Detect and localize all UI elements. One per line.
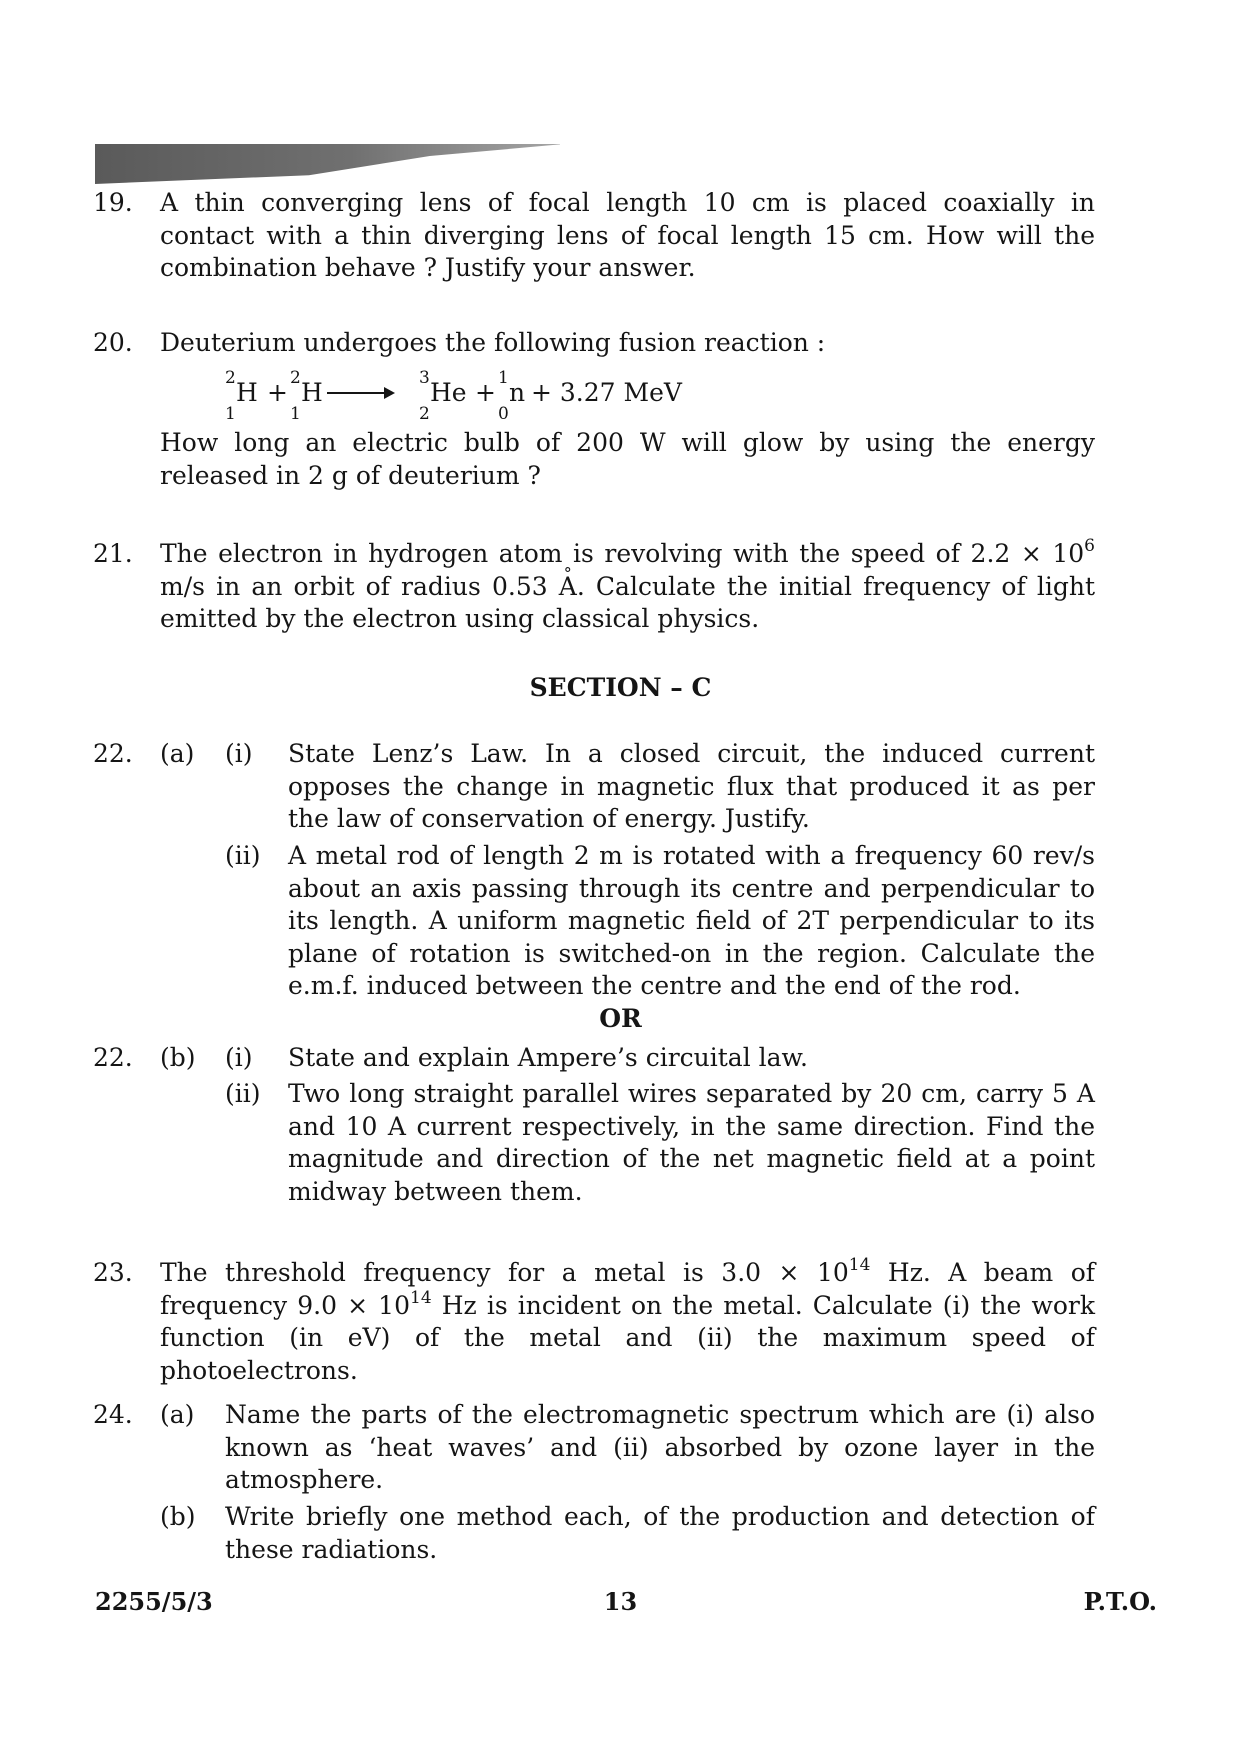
- page-number: 13: [603, 1587, 638, 1616]
- question-number: 19.: [93, 188, 133, 217]
- section-heading: SECTION – C: [529, 673, 712, 702]
- atomic-number: 2: [419, 404, 430, 424]
- energy-released: + 3.27 MeV: [531, 378, 682, 407]
- please-turn-over: P.T.O.: [1083, 1587, 1157, 1616]
- exponent: 6: [1084, 536, 1095, 556]
- exponent: 14: [410, 1287, 432, 1308]
- subpart-label: (ii): [225, 841, 261, 870]
- question-number: 20.: [93, 328, 133, 357]
- atomic-number: 0: [498, 404, 509, 424]
- part-text: Write briefly one method each, of the production and detection of these radiations.: [225, 1502, 1095, 1564]
- text-part: . Calculate the initial frequency of light emitted by the electron using classical physics.: [160, 571, 1095, 633]
- text-part: Hz is incident on the metal. Calculate (i) the work function (in eV) of the metal and (ii) the maximum speed of photoelectrons.: [160, 1290, 1095, 1385]
- mass-number: 2: [225, 368, 236, 388]
- element-symbol: n: [509, 378, 526, 407]
- plus-sign: +: [475, 378, 496, 407]
- or-separator: OR: [599, 1004, 642, 1033]
- question-intro: Deuterium undergoes the following fusion reaction :: [160, 328, 826, 357]
- mass-number: 2: [290, 368, 301, 388]
- header-decorative-bar: [95, 144, 560, 184]
- subpart-text: State Lenz’s Law. In a closed circuit, the induced current opposes the change in magnetic flux that produced it as per the law of conservation of energy. Justify.: [288, 739, 1095, 833]
- angstrom-unit: ° A: [559, 572, 577, 601]
- text-part: Hz. A beam of frequency 9.0 × 10: [160, 1258, 1095, 1320]
- atomic-number: 1: [290, 404, 301, 424]
- fusion-equation: [225, 370, 825, 430]
- question-text: [160, 1257, 1095, 1387]
- element-symbol: He: [430, 378, 467, 407]
- reaction-arrow-icon: [327, 392, 393, 394]
- text-part: The electron in hydrogen atom is revolving with the speed of 2.2 × 10: [160, 539, 1085, 568]
- question-text: How long an electric bulb of 200 W will glow by using the energy released in 2 g of deuterium ?: [160, 428, 1095, 490]
- question-number: 22.: [93, 739, 133, 768]
- mass-number: 3: [419, 368, 430, 388]
- part-label: (a): [160, 1400, 195, 1429]
- text-part: The threshold frequency for a metal is 3.0 × 10: [160, 1258, 849, 1287]
- text-part: m/s in an orbit of radius 0.53: [160, 571, 559, 601]
- element-symbol: H: [236, 378, 258, 407]
- atomic-number: 1: [225, 404, 236, 424]
- part-label: (b): [160, 1502, 196, 1531]
- part-label: (b): [160, 1043, 196, 1072]
- question-text: A thin converging lens of focal length 10 cm is placed coaxially in contact with a thin diverging lens of focal length 15 cm. How will the combination behave ? Justify your answer.: [160, 188, 1095, 282]
- paper-code: 2255/5/3: [95, 1587, 213, 1616]
- question-number: 21.: [93, 539, 133, 568]
- question-number: 24.: [93, 1400, 133, 1429]
- subpart-text: A metal rod of length 2 m is rotated with a frequency 60 rev/s about an axis passing through its centre and perpendicular to its length. A uniform magnetic field of 2T perpendicular to its plane of rotation is switched-on in the region. Calculate the e.m.f. induced between the centre and the end of the rod.: [288, 841, 1095, 1000]
- mass-number: 1: [498, 368, 509, 388]
- part-label: (a): [160, 739, 195, 768]
- question-number: 23.: [93, 1258, 133, 1287]
- exponent: 14: [848, 1255, 871, 1275]
- question-text: [160, 538, 1095, 636]
- element-symbol: H: [301, 378, 323, 407]
- part-text: Name the parts of the electromagnetic spectrum which are (i) also known as ‘heat waves’ and (ii) absorbed by ozone layer in the atmosphere.: [225, 1400, 1095, 1494]
- question-number: 22.: [93, 1043, 133, 1072]
- subpart-text: State and explain Ampere’s circuital law.: [288, 1043, 808, 1072]
- subpart-text: Two long straight parallel wires separated by 20 cm, carry 5 A and 10 A current respectively, in the same direction. Find the magnitude and direction of the net magnetic field at a point midway between them.: [288, 1079, 1095, 1206]
- subpart-label: (i): [225, 739, 253, 768]
- subpart-label: (i): [225, 1043, 253, 1072]
- subpart-label: (ii): [225, 1079, 261, 1108]
- plus-sign: +: [267, 378, 288, 407]
